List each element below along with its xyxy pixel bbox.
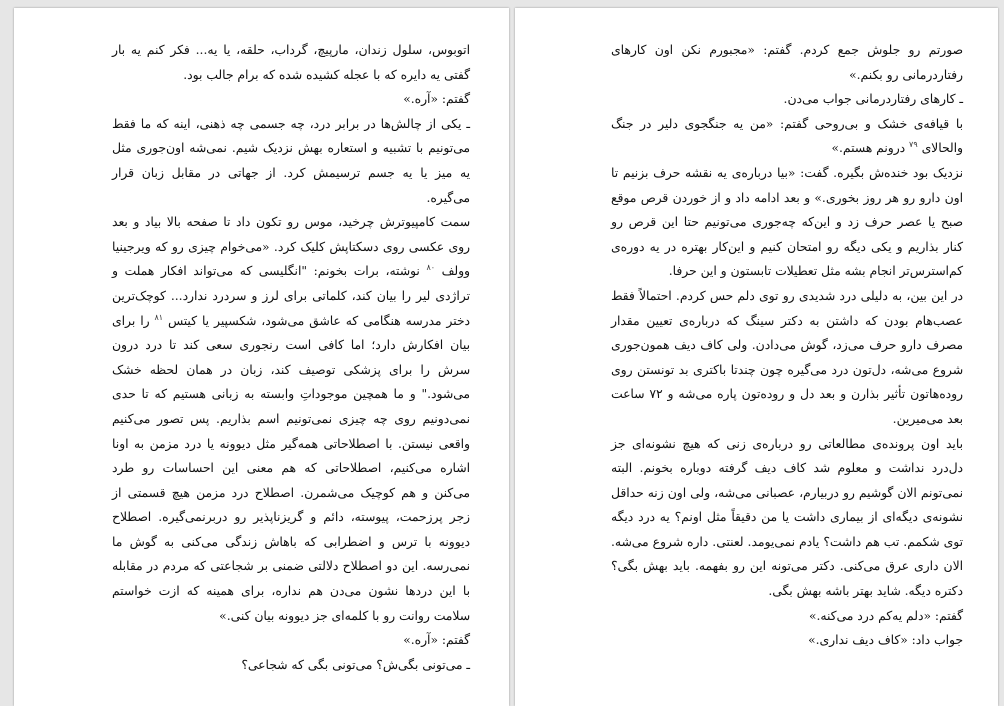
- paragraph: ـ می‌تونی بگی‌ش؟ می‌تونی بگی که شجاعی؟: [241, 657, 470, 672]
- paragraph: [112, 210, 470, 628]
- footnote-marker: ۸۰: [426, 263, 436, 273]
- paragraph: ـ یکی از چالش‌ها در برابر درد، چه جسمی چه ذهنی، اینه که ما فقط می‌تونیم با تشبیه و استعاره بهش نزدیک شیم. نمی‌شه اون‌جوری مثل یه میز یا یه جسم ترسیمش کرد. از جهاتی در مقابل زبان قرار می‌گیره.: [112, 116, 470, 205]
- right-page: [515, 8, 998, 706]
- paragraph-part: نوشته، برات بخونم: "انگلیسی که می‌تواند افکار هملت و تراژدی لیر را بیان کند، کلماتی برای لرز و سردرد ندارد... کوچک‌ترین دختر مدرسه هنگامی که عاشق می‌شود، شکسپیر یا کیتس: [112, 264, 470, 328]
- right-page-text: [611, 38, 963, 653]
- paragraph: اتوبوس، سلول زندان، مارپیچ، گرداب، حلقه، یا یه... فکر کنم یه بار گفتی یه دایره که با عجله کشیده شده که برام جالب بود.: [112, 43, 470, 82]
- footnote-marker: ۷۹: [909, 140, 918, 150]
- paragraph: نزدیک بود خنده‌ش بگیره. گفت: «بیا درباره‌ی یه نقشه حرف بزنیم تا اون دارو رو هر روز بخوری.» و بعد ادامه داد و از خوردن قرص موقع صبح یا عصر حرف زد و این‌که چه‌جوری می‌تونیم حتا این قرص رو کنار بذاریم و یکی دیگه رو امتحان کنیم و این‌کار بهتره در یه دوره‌ی کم‌استرس‌تر انجام بشه مثل تعطیلات تابستون و این حرفا.: [611, 165, 963, 279]
- paragraph: در این بین، به دلیلی درد شدیدی رو توی دلم حس کردم. احتمالاً فقط عصب‌هام بودن که داشتن به دکتر سینگ که درباره‌ی تعیین مقدار مصرف دارو حرف می‌زد، گوش می‌دادن. ولی کاف دیف همون‌جوری شروع می‌شه، دل‌تون درد می‌گیره چون چندتا باکتری بد تونستن روی روده‌هاتون تأثیر بذارن و بعد دل و روده‌تون پاره می‌شه و ۷۲ ساعت بعد می‌میرین.: [611, 288, 963, 426]
- paragraph-part: را برای بیان افکارش دارد؛ اما کافی است رنجوری سعی کند تا درد درون سرش را برای پزشکی توصیف کند، زبان در همان لحظه خشک می‌شود." و ما همچین موجوداتِ وابسته به زبانی هستیم که تا حدی نمی‌دونیم روی چه چیزی نمی‌تونیم اسم بذاریم. پس تصور می‌کنیم واقعی نیستن. با اصطلاحاتی همه‌گیر مثل دیوونه یا درد مزمن به اونا اشاره می‌کنیم، اصطلاحاتی که هم معنی این احساسات رو طرد می‌کنن و هم کوچیک می‌شمرن. اصطلاح درد مزمن هیچ قسمتی از زجر پرزحمت، پیوسته، دائم و گریزناپذیر رو دربرنمی‌گیره. اصطلاح دیوونه با ترس و اضطرابی که باهاش زندگی می‌کنی به گوش ما نمی‌رسه. این دو اصطلاح دلالتی ضمنی بر شجاعتی که مردم در مقابله با این دردها نشون می‌دن هم نداره، برای همینه که ازت خواستم سلامت روانت رو با کلمه‌ای جز دیوونه بیان کنی.»: [112, 313, 470, 623]
- left-page: [14, 8, 509, 706]
- paragraph: ـ کارهای رفتاردرمانی جواب می‌دن.: [783, 92, 963, 107]
- paragraph: جواب داد: «کاف دیف نداری.»: [808, 633, 963, 648]
- footnote-marker: ۸۱: [154, 312, 164, 322]
- paragraph: گفتم: «آره.»: [403, 92, 470, 107]
- paragraph: صورتم رو جلوش جمع کردم. گفتم: «مجبورم نکن اون کارهای رفتاردرمانی رو بکنم.»: [611, 43, 963, 82]
- paragraph: باید اون پرونده‌ی مطالعاتی رو درباره‌ی زنی که هیچ نشونه‌ای جز دل‌درد نداشت و معلوم شد کاف دیف گرفته دوباره بخونم. البته نمی‌تونم الان گوشیم رو دربیارم، عصبانی می‌شه، ولی اون زنه حداقل نشونه‌ی دیگه‌ای از بیماری داشت یا من دقیقاً مثل اونم؟ یه درد دیگه توی شکمم. تب هم داشت؟ یادم نمی‌یومد. لعنتی. داره شروع می‌شه. الان داری عرق می‌کنی. دکتر می‌تونه این رو بفهمه. باید بهش بگی؟ دکتره دیگه. شاید بهتر باشه بهش بگی.: [611, 436, 963, 599]
- paragraph-part: سمت کامپیوترش چرخید، موس رو تکون داد تا صفحه بالا بیاد و بعد روی عکسی روی دسکتاپش کلیک کرد. «می‌خوام چیزی رو که ویرجینیا وولف: [112, 215, 470, 279]
- paragraph-part: درونم هستم.»: [831, 141, 906, 156]
- paragraph: گفتم: «آره.»: [403, 633, 470, 648]
- paragraph: گفتم: «دلم یه‌کم درد می‌کنه.»: [808, 608, 963, 623]
- paragraph: [611, 112, 963, 161]
- paragraph-part: با قیافه‌ی خشک و بی‌روحی گفتم: «من یه جنگجوی دلیر در جنگ والحالای: [611, 116, 963, 156]
- left-page-text: [112, 38, 470, 677]
